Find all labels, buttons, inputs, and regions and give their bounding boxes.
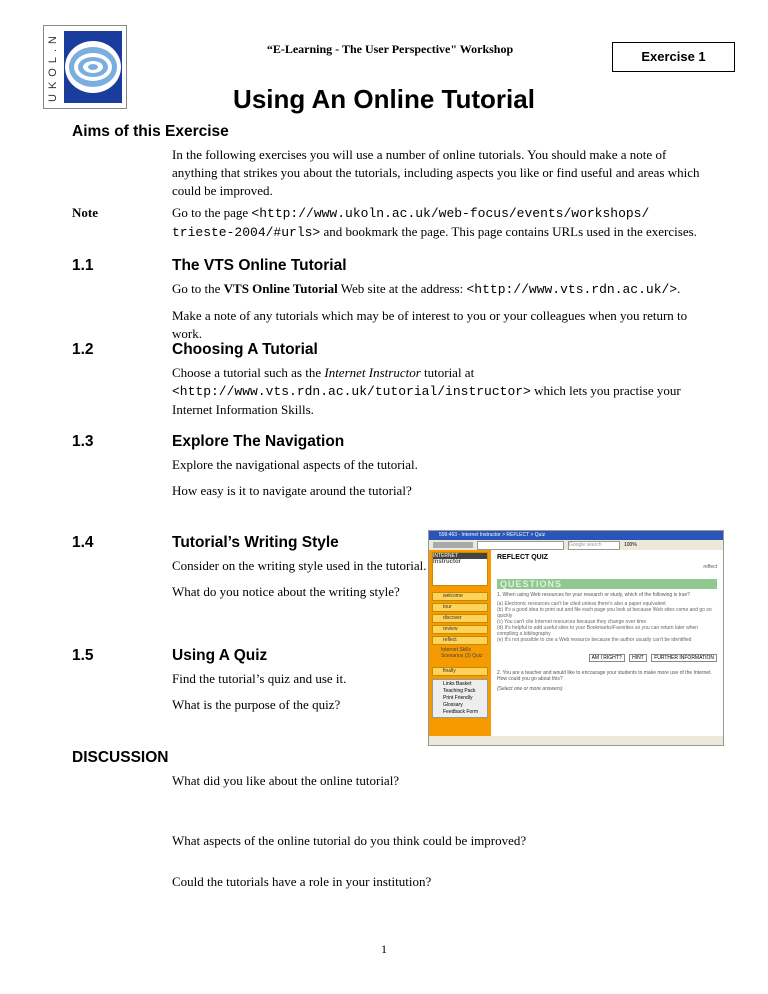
section-heading: The VTS Online Tutorial [172, 257, 347, 274]
section-heading: Choosing A Tutorial [172, 341, 318, 358]
nav-sub: Internet Skills Scenarios (3) Quiz [441, 647, 483, 659]
discussion-heading: DISCUSSION [72, 749, 169, 766]
nav-reflect: reflect [432, 636, 488, 645]
section-paragraph: Consider on the writing style used in the tutorial. [172, 558, 427, 573]
discussion-question: What aspects of the online tutorial do you think could be improved? [172, 833, 527, 848]
tool-item: Feedback Form [443, 709, 479, 715]
question-2-note: (Select one or more answers) [497, 686, 563, 692]
svg-text:UKOL.N: UKOL.N [47, 31, 59, 102]
quiz-title: REFLECT QUIZ [497, 554, 548, 561]
nav-tour: tour [432, 603, 488, 612]
window-titlebar: 599:463 - Internet Instructor > REFLECT > Quiz [429, 531, 723, 540]
tool-item: Links Basket [443, 681, 472, 687]
section-paragraph: What is the purpose of the quiz? [172, 697, 341, 712]
tutorial-sidebar [429, 550, 491, 736]
aims-text: In the following exercises you will use a number of online tutorials. You should make a note of anything that strikes you about the tutorials, including aspects you like or find useful and areas which could be improved. [172, 147, 700, 198]
vts-url[interactable]: <http://www.vts.rdn.ac.uk/> [466, 282, 678, 297]
tutorial-screenshot [428, 530, 724, 746]
page-title: Using An Online Tutorial [233, 84, 535, 114]
page-number: 1 [381, 942, 387, 956]
nav-welcome: welcome [432, 592, 488, 601]
section-number: 1.5 [72, 647, 94, 664]
section-paragraph: Make a note of any tutorials which may be of interest to you or your colleagues when you return to work. [172, 308, 688, 341]
quiz-button: HINT [629, 654, 647, 662]
instructor-url[interactable]: <http://www.vts.rdn.ac.uk/tutorial/instructor> [172, 384, 531, 399]
section-paragraph: What do you notice about the writing style? [172, 584, 400, 599]
toolbar-icons [433, 542, 473, 548]
brand: Instructor [433, 559, 462, 565]
nav-discover: discover [432, 614, 488, 623]
section-paragraph: Explore the navigational aspects of the tutorial. [172, 457, 418, 472]
section-paragraph: Find the tutorial’s quiz and use it. [172, 671, 347, 686]
search-box: Google search [568, 541, 620, 550]
section-number: 1.4 [72, 534, 94, 551]
quiz-button: FURTHER INFORMATION [651, 654, 717, 662]
reflect-label: reflect [703, 564, 717, 570]
section-heading: Tutorial’s Writing Style [172, 534, 339, 551]
questions-banner: QUESTIONS [497, 579, 717, 589]
option: (b) It's a good idea to print out and file each page you look at because Web sites come and go so quickly [497, 607, 712, 619]
workshop-title: “E-Learning - The User Perspective" Workshop [266, 42, 514, 56]
section-number: 1.1 [72, 257, 94, 274]
address-bar [477, 541, 564, 550]
zoom-level: 100% [624, 542, 637, 548]
note-label: Note [72, 205, 98, 220]
discussion-question: What did you like about the online tutorial? [172, 773, 400, 788]
section-paragraph: Choose a tutorial such as the Internet Instructor tutorial at <http://www.vts.rdn.ac.uk/tutorial/instructor> which lets you practise your Internet Information Skills. [172, 365, 681, 417]
option: (a) Electronic resources can't be cited unless there's also a paper equivalent [497, 601, 666, 607]
option: (c) You can't cite Internet resources because they change over time [497, 619, 647, 625]
brand-top: INTERNET [433, 553, 487, 559]
question-2: 2. You are a teacher and would like to encourage your students to make more use of the Internet. How could you go about this? [497, 670, 712, 682]
browser-toolbar [429, 540, 723, 550]
note-text: Go to the page <http://www.ukoln.ac.uk/web-focus/events/workshops/ trieste-2004/#urls> and bookmark the page. This page contains URLs used in the exercises. [172, 205, 697, 240]
tool-item: Glossary [443, 702, 463, 708]
section-number: 1.2 [72, 341, 94, 358]
quiz-button: AM I RIGHT? [589, 654, 625, 662]
tool-item: Teaching Pack [443, 688, 476, 694]
section-paragraph: How easy is it to navigate around the tutorial? [172, 483, 412, 498]
nav-finally: finally [432, 667, 488, 676]
tool-item: Print Friendly [443, 695, 473, 701]
option: (e) It's not possible to cite a Web resource because the author usually can't be identified [497, 637, 692, 643]
section-paragraph: Go to the VTS Online Tutorial Web site at the address: <http://www.vts.rdn.ac.uk/>. [172, 281, 681, 297]
section-heading: Explore The Navigation [172, 433, 345, 450]
option: (d) It's helpful to add useful sites to your Bookmarks/Favorites so you can return later when compiling a bibliography [497, 625, 699, 637]
section-heading: Using A Quiz [172, 647, 268, 664]
exercise-label: Exercise 1 [612, 42, 735, 72]
note-url[interactable]: <http://www.ukoln.ac.uk/web-focus/events/workshops/ trieste-2004/#urls> [172, 206, 650, 240]
tutorial-content [491, 550, 723, 736]
nav-review: review [432, 625, 488, 634]
section-number: 1.3 [72, 433, 94, 450]
question-1: 1. When using Web resources for your research or study, which of the following is true? [497, 592, 690, 598]
discussion-question: Could the tutorials have a role in your institution? [172, 874, 432, 889]
aims-heading: Aims of this Exercise [72, 123, 229, 140]
